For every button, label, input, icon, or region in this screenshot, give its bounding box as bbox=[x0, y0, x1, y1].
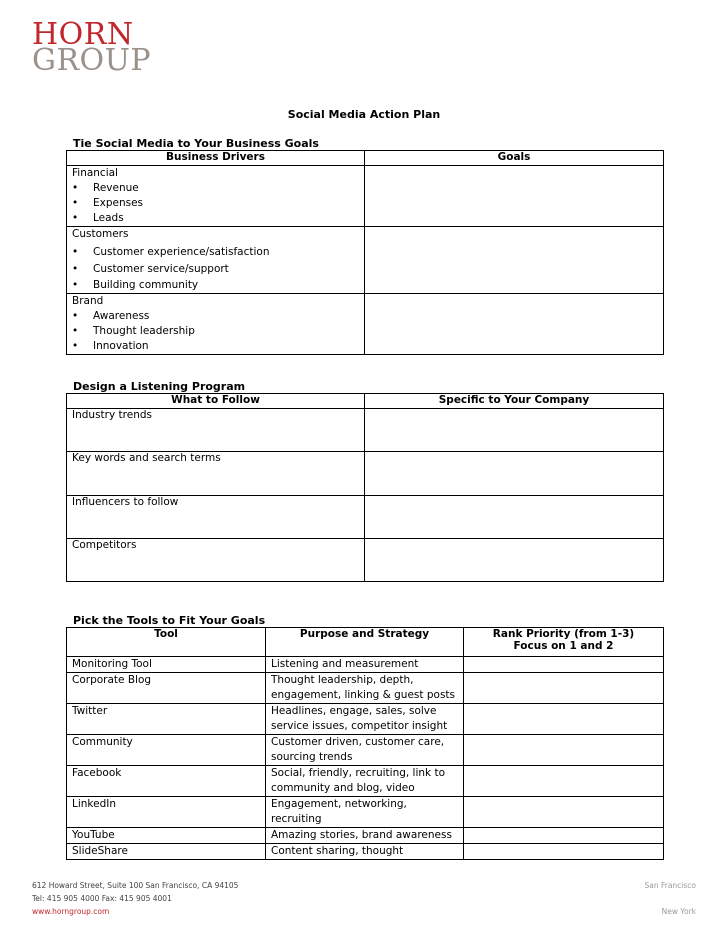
driver-item: • Leads bbox=[72, 211, 359, 226]
driver-item: • Customer experience/satisfaction bbox=[72, 244, 359, 261]
driver-item: • Thought leadership bbox=[72, 324, 359, 339]
group-name: Customers bbox=[72, 228, 129, 240]
driver-item: • Building community bbox=[72, 278, 359, 293]
goals-cell[interactable] bbox=[365, 227, 664, 294]
goals-cell[interactable] bbox=[365, 166, 664, 227]
footer-offices bbox=[644, 879, 696, 918]
follow-item: Competitors bbox=[67, 539, 365, 582]
tool-purpose: Thought leadership, depth, engagement, linking & guest posts bbox=[266, 673, 464, 704]
follow-item: Industry trends bbox=[67, 409, 365, 452]
rank-cell[interactable] bbox=[464, 735, 664, 766]
logo-line-horn: HORN bbox=[32, 17, 134, 52]
tool-purpose: Listening and measurement bbox=[266, 657, 464, 673]
specific-cell[interactable] bbox=[365, 452, 664, 496]
group-name: Brand bbox=[72, 295, 104, 307]
follow-item: Key words and search terms bbox=[67, 452, 365, 496]
tool-name: Twitter bbox=[67, 704, 266, 735]
rank-header-line2: Focus on 1 and 2 bbox=[513, 640, 614, 652]
rank-cell[interactable] bbox=[464, 766, 664, 797]
goals-cell[interactable] bbox=[365, 294, 664, 355]
section1-heading: Tie Social Media to Your Business Goals bbox=[73, 137, 319, 150]
rank-cell[interactable] bbox=[464, 657, 664, 673]
rank-cell[interactable] bbox=[464, 844, 664, 860]
specific-cell[interactable] bbox=[365, 496, 664, 539]
rank-cell[interactable] bbox=[464, 704, 664, 735]
tool-name: YouTube bbox=[67, 828, 266, 844]
col-purpose: Purpose and Strategy bbox=[266, 628, 464, 657]
office-new-york: New York bbox=[661, 907, 696, 916]
rank-header-line1: Rank Priority (from 1-3) bbox=[492, 628, 635, 640]
col-specific-to-company: Specific to Your Company bbox=[365, 394, 664, 409]
driver-item: • Customer service/support bbox=[72, 261, 359, 278]
rank-cell[interactable] bbox=[464, 797, 664, 828]
tool-purpose: Content sharing, thought bbox=[266, 844, 464, 860]
section3-heading: Pick the Tools to Fit Your Goals bbox=[73, 614, 266, 627]
driver-item: • Revenue bbox=[72, 181, 359, 196]
rank-cell[interactable] bbox=[464, 828, 664, 844]
section2-heading: Design a Listening Program bbox=[73, 380, 246, 393]
document-title: Social Media Action Plan bbox=[287, 108, 441, 121]
follow-item: Influencers to follow bbox=[67, 496, 365, 539]
driver-item: • Awareness bbox=[72, 309, 359, 324]
tool-purpose: Social, friendly, recruiting, link to community and blog, video bbox=[266, 766, 464, 797]
logo-line-group: GROUP bbox=[32, 43, 152, 78]
business-goals-table bbox=[66, 150, 664, 355]
tool-purpose: Amazing stories, brand awareness bbox=[266, 828, 464, 844]
col-business-drivers: Business Drivers bbox=[67, 151, 365, 166]
footer-contact bbox=[32, 879, 238, 918]
specific-cell[interactable] bbox=[365, 409, 664, 452]
office-san-francisco: San Francisco bbox=[644, 881, 696, 890]
tool-purpose: Engagement, networking, recruiting bbox=[266, 797, 464, 828]
tool-name: Community bbox=[67, 735, 266, 766]
driver-item: • Expenses bbox=[72, 196, 359, 211]
tool-name: Corporate Blog bbox=[67, 673, 266, 704]
rank-cell[interactable] bbox=[464, 673, 664, 704]
col-rank-priority bbox=[464, 628, 664, 657]
col-what-to-follow: What to Follow bbox=[67, 394, 365, 409]
tools-table bbox=[66, 627, 664, 860]
listening-program-table bbox=[66, 393, 664, 582]
driver-item: • Innovation bbox=[72, 339, 359, 354]
tool-purpose: Headlines, engage, sales, solve service issues, competitor insight bbox=[266, 704, 464, 735]
driver-group-brand bbox=[67, 294, 365, 355]
driver-group-customers bbox=[67, 227, 365, 294]
tool-name: Monitoring Tool bbox=[67, 657, 266, 673]
specific-cell[interactable] bbox=[365, 539, 664, 582]
col-goals: Goals bbox=[365, 151, 664, 166]
horn-group-logo bbox=[32, 17, 152, 78]
tool-name: Facebook bbox=[67, 766, 266, 797]
tool-name: LinkedIn bbox=[67, 797, 266, 828]
driver-group-financial bbox=[67, 166, 365, 227]
col-tool: Tool bbox=[67, 628, 266, 657]
footer-address: 612 Howard Street, Suite 100 San Francisco, CA 94105 bbox=[32, 881, 239, 890]
tool-name: SlideShare bbox=[67, 844, 266, 860]
tool-purpose: Customer driven, customer care, sourcing trends bbox=[266, 735, 464, 766]
footer-website-link[interactable]: www.horngroup.com bbox=[32, 907, 110, 916]
group-name: Financial bbox=[72, 167, 118, 179]
footer-phone: Tel: 415 905 4000 Fax: 415 905 4001 bbox=[32, 894, 172, 903]
